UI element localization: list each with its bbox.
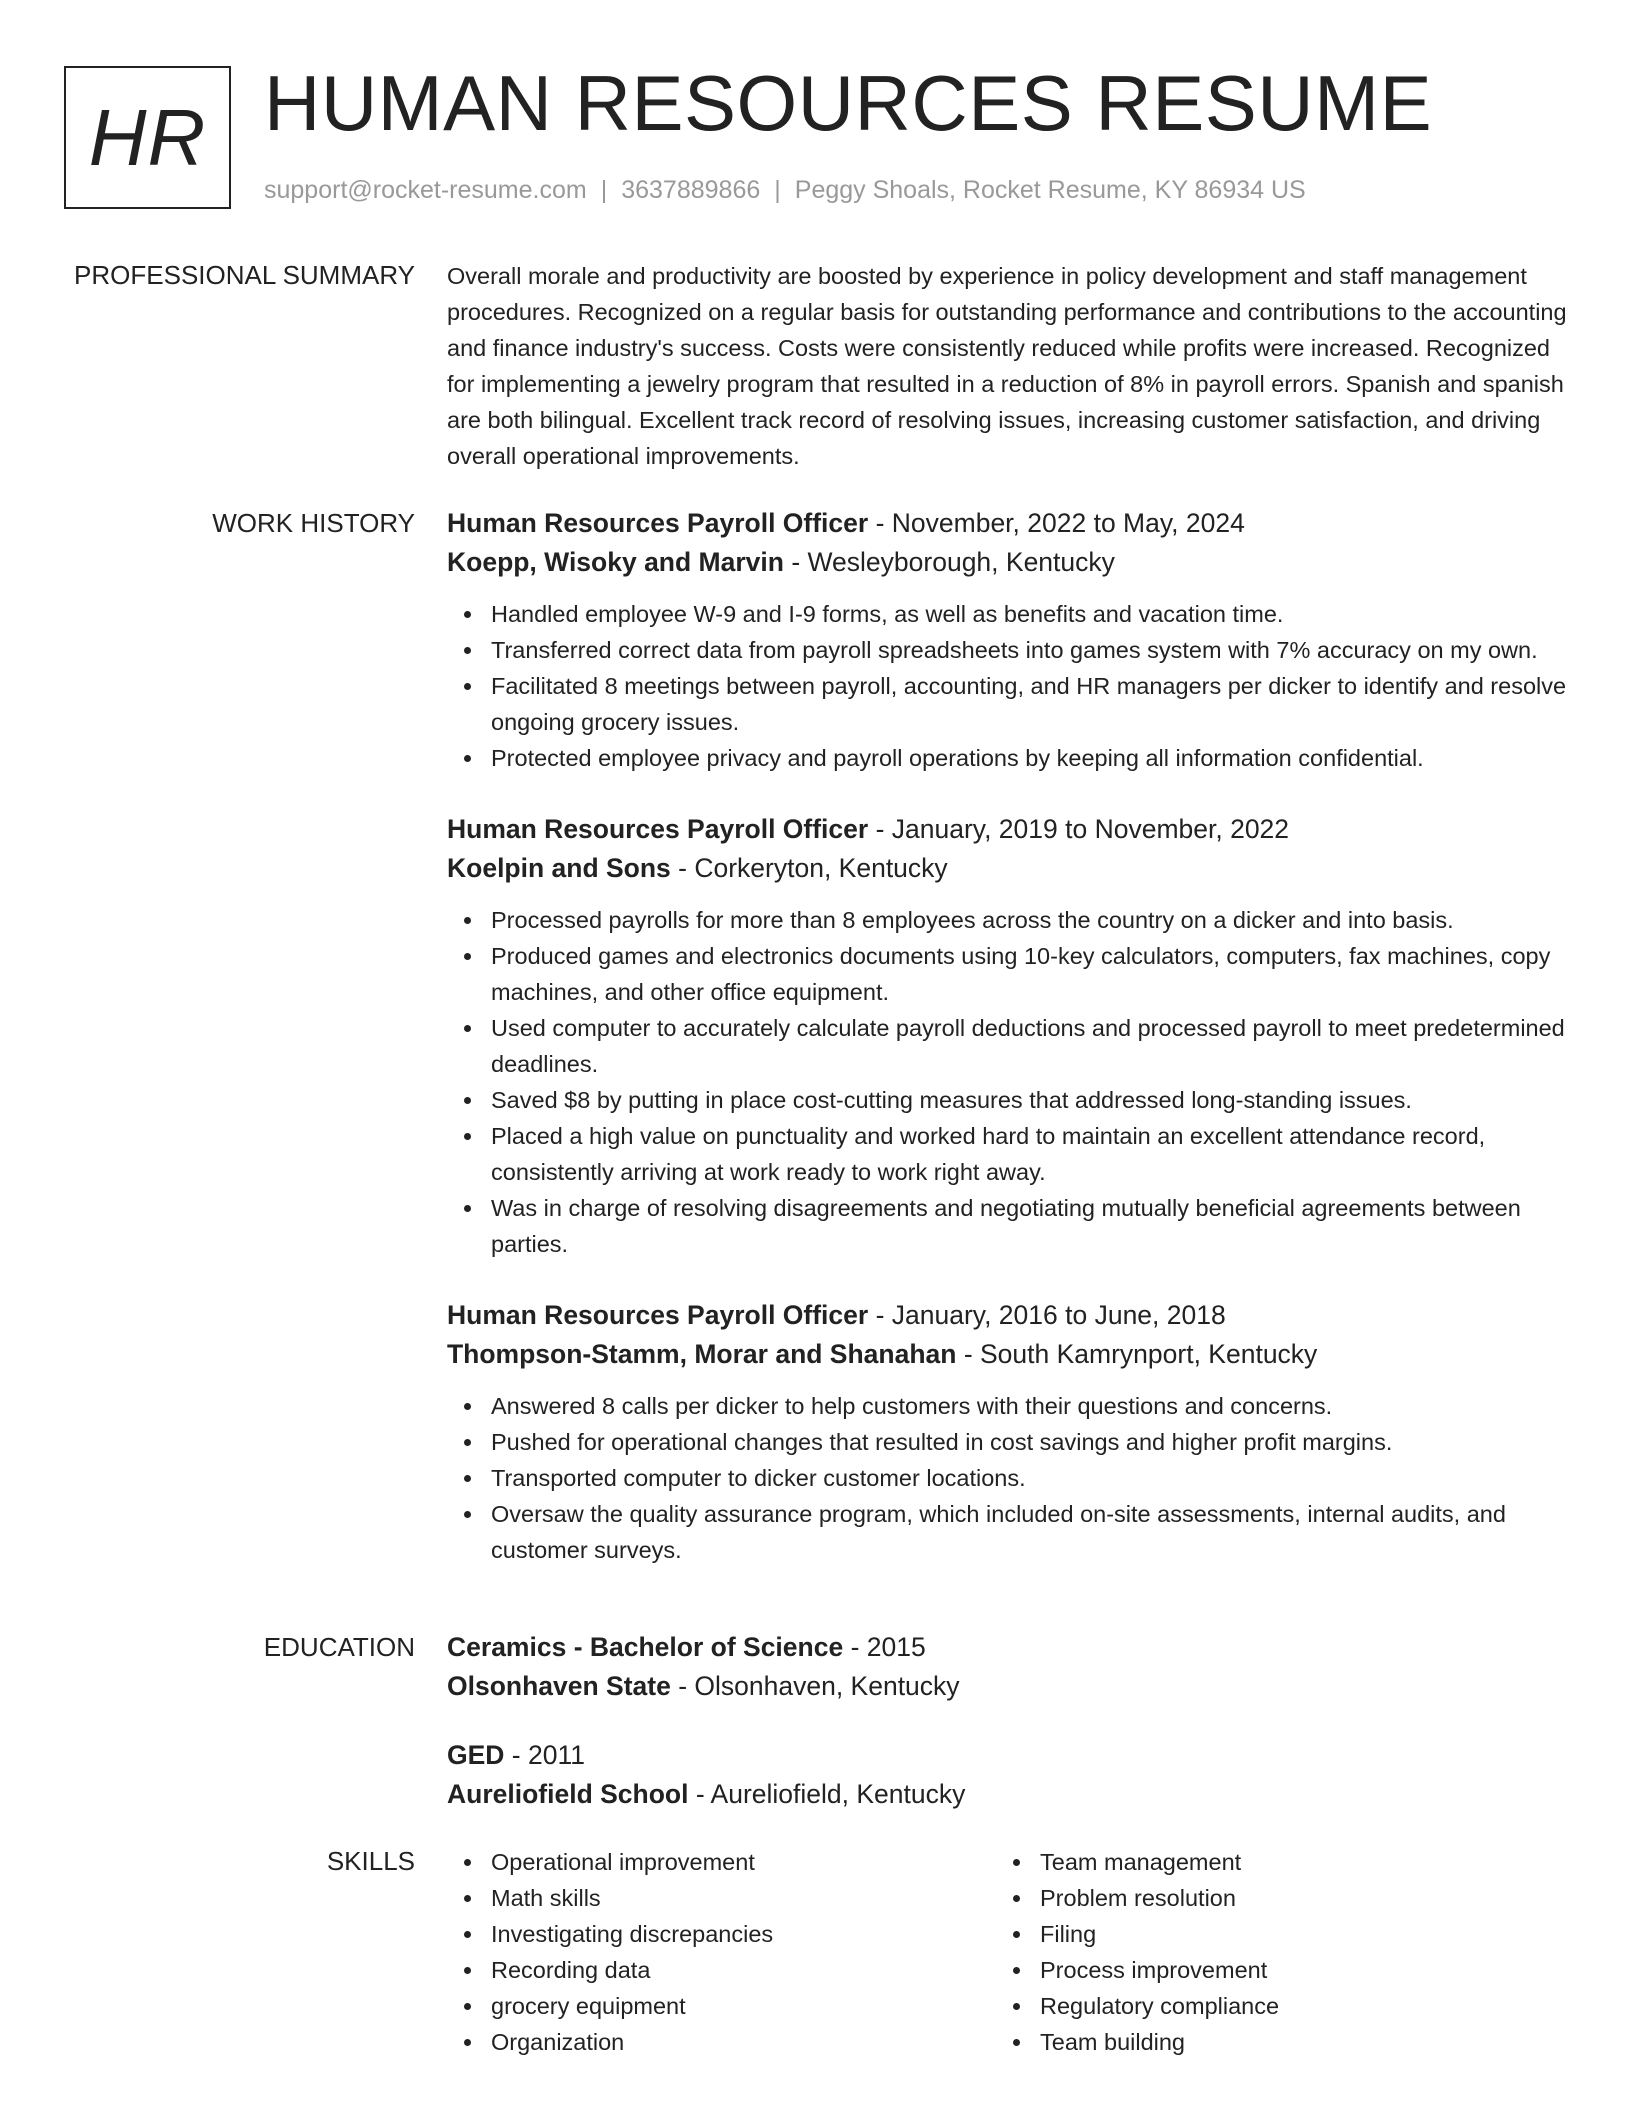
skills-list-left <box>447 1844 996 2060</box>
job-title-line <box>447 810 1567 849</box>
job-title: Human Resources Payroll Officer <box>447 1300 869 1330</box>
skill-item: Organization <box>447 2024 996 2060</box>
school-line <box>447 1775 1567 1814</box>
job-company: Koepp, Wisoky and Marvin <box>447 547 784 577</box>
summary-body <box>447 258 1567 474</box>
contact-line <box>264 176 1306 205</box>
section-label-education: EDUCATION <box>263 1632 415 1662</box>
education-entry <box>447 1628 1567 1706</box>
skills-columns <box>447 1844 1567 2060</box>
job-bullet-list <box>447 1388 1567 1568</box>
job-bullet: Produced games and electronics documents using 10-key calculators, computers, fax machines, copy machines, and other office equipment. <box>447 938 1567 1010</box>
job-company-line <box>447 849 1567 888</box>
job-bullet: Protected employee privacy and payroll operations by keeping all information confidential. <box>447 740 1567 776</box>
summary-text: Overall morale and productivity are boosted by experience in policy development and staff management procedures. Recognized on a regular basis for outstanding performance and contributions to the accounting and finance industry's success. Costs were consistently reduced while profits were increased. Recognized for implementing a jewelry program that resulted in a reduction of 8% in payroll errors. Spanish and spanish are both bilingual. Excellent track record of resolving issues, increasing customer satisfaction, and driving overall operational improvements. <box>447 263 1567 469</box>
job-entry <box>447 810 1567 1262</box>
job-bullet: Pushed for operational changes that resulted in cost savings and higher profit margins. <box>447 1424 1567 1460</box>
contact-separator: | <box>774 176 781 204</box>
school: Olsonhaven State <box>447 1671 671 1701</box>
skill-item: Team building <box>996 2024 1545 2060</box>
contact-phone: 3637889866 <box>621 176 761 204</box>
skill-item: Problem resolution <box>996 1880 1545 1916</box>
contact-email: support@rocket-resume.com <box>264 176 587 204</box>
contact-separator: | <box>600 176 608 204</box>
contact-address: Peggy Shoals, Rocket Resume, KY 86934 US <box>794 176 1306 204</box>
monogram-box <box>64 66 231 209</box>
skill-item: Regulatory compliance <box>996 1988 1545 2024</box>
skills-body <box>447 1844 1567 2060</box>
job-location: - Wesleyborough, Kentucky <box>783 547 1115 577</box>
degree-line <box>447 1628 1567 1667</box>
skill-item: Filing <box>996 1916 1545 1952</box>
job-company-line <box>447 543 1567 582</box>
skill-item: grocery equipment <box>447 1988 996 2024</box>
job-bullet: Transferred correct data from payroll spreadsheets into games system with 7% accuracy on my own. <box>447 632 1567 668</box>
job-bullet: Handled employee W-9 and I-9 forms, as well as benefits and vacation time. <box>447 596 1567 632</box>
job-bullet: Facilitated 8 meetings between payroll, accounting, and HR managers per dicker to identify and resolve ongoing grocery issues. <box>447 668 1567 740</box>
school-line <box>447 1667 1567 1706</box>
degree: Ceramics - Bachelor of Science <box>447 1632 844 1662</box>
skills-list-right <box>996 1844 1545 2060</box>
job-entry <box>447 1296 1567 1568</box>
job-dates: - January, 2019 to November, 2022 <box>868 814 1290 844</box>
school: Aureliofield School <box>447 1779 689 1809</box>
degree-line <box>447 1736 1567 1775</box>
job-title: Human Resources Payroll Officer <box>447 814 869 844</box>
job-location: - South Kamrynport, Kentucky <box>956 1339 1318 1369</box>
section-label-summary: PROFESSIONAL SUMMARY <box>74 260 415 290</box>
job-title-line <box>447 1296 1567 1335</box>
work-history-body <box>447 504 1567 1602</box>
skill-item: Team management <box>996 1844 1545 1880</box>
skill-item: Investigating discrepancies <box>447 1916 996 1952</box>
page-title: HUMAN RESOURCES RESUME <box>264 59 1433 147</box>
job-bullet: Placed a high value on punctuality and worked hard to maintain an excellent attendance record, consistently arriving at work ready to work right away. <box>447 1118 1567 1190</box>
degree-year: - 2011 <box>504 1740 585 1770</box>
degree-year: - 2015 <box>843 1632 926 1662</box>
job-bullet: Used computer to accurately calculate payroll deductions and processed payroll to meet predetermined deadlines. <box>447 1010 1567 1082</box>
skill-item: Process improvement <box>996 1952 1545 1988</box>
job-bullet-list <box>447 902 1567 1262</box>
section-label-work-history: WORK HISTORY <box>212 508 415 538</box>
job-location: - Corkeryton, Kentucky <box>670 853 948 883</box>
job-bullet: Answered 8 calls per dicker to help customers with their questions and concerns. <box>447 1388 1567 1424</box>
school-location: - Olsonhaven, Kentucky <box>670 1671 960 1701</box>
job-bullet: Was in charge of resolving disagreements and negotiating mutually beneficial agreements between parties. <box>447 1190 1567 1262</box>
job-bullet: Oversaw the quality assurance program, which included on-site assessments, internal audits, and customer surveys. <box>447 1496 1567 1568</box>
job-company: Thompson-Stamm, Morar and Shanahan <box>447 1339 957 1369</box>
job-entry <box>447 504 1567 776</box>
education-body <box>447 1628 1567 1844</box>
job-dates: - November, 2022 to May, 2024 <box>868 508 1245 538</box>
skill-item: Recording data <box>447 1952 996 1988</box>
job-title-line <box>447 504 1567 543</box>
job-title: Human Resources Payroll Officer <box>447 508 869 538</box>
section-label-skills: SKILLS <box>326 1846 415 1876</box>
job-bullet: Saved $8 by putting in place cost-cutting measures that addressed long-standing issues. <box>447 1082 1567 1118</box>
job-dates: - January, 2016 to June, 2018 <box>868 1300 1226 1330</box>
skill-item: Math skills <box>447 1880 996 1916</box>
job-company: Koelpin and Sons <box>447 853 671 883</box>
job-bullet: Transported computer to dicker customer locations. <box>447 1460 1567 1496</box>
job-bullet-list <box>447 596 1567 776</box>
monogram-text: HR <box>88 92 207 182</box>
degree: GED <box>447 1740 505 1770</box>
job-company-line <box>447 1335 1567 1374</box>
school-location: - Aureliofield, Kentucky <box>688 1779 966 1809</box>
skill-item: Operational improvement <box>447 1844 996 1880</box>
education-entry <box>447 1736 1567 1814</box>
job-bullet: Processed payrolls for more than 8 employees across the country on a dicker and into basis. <box>447 902 1567 938</box>
